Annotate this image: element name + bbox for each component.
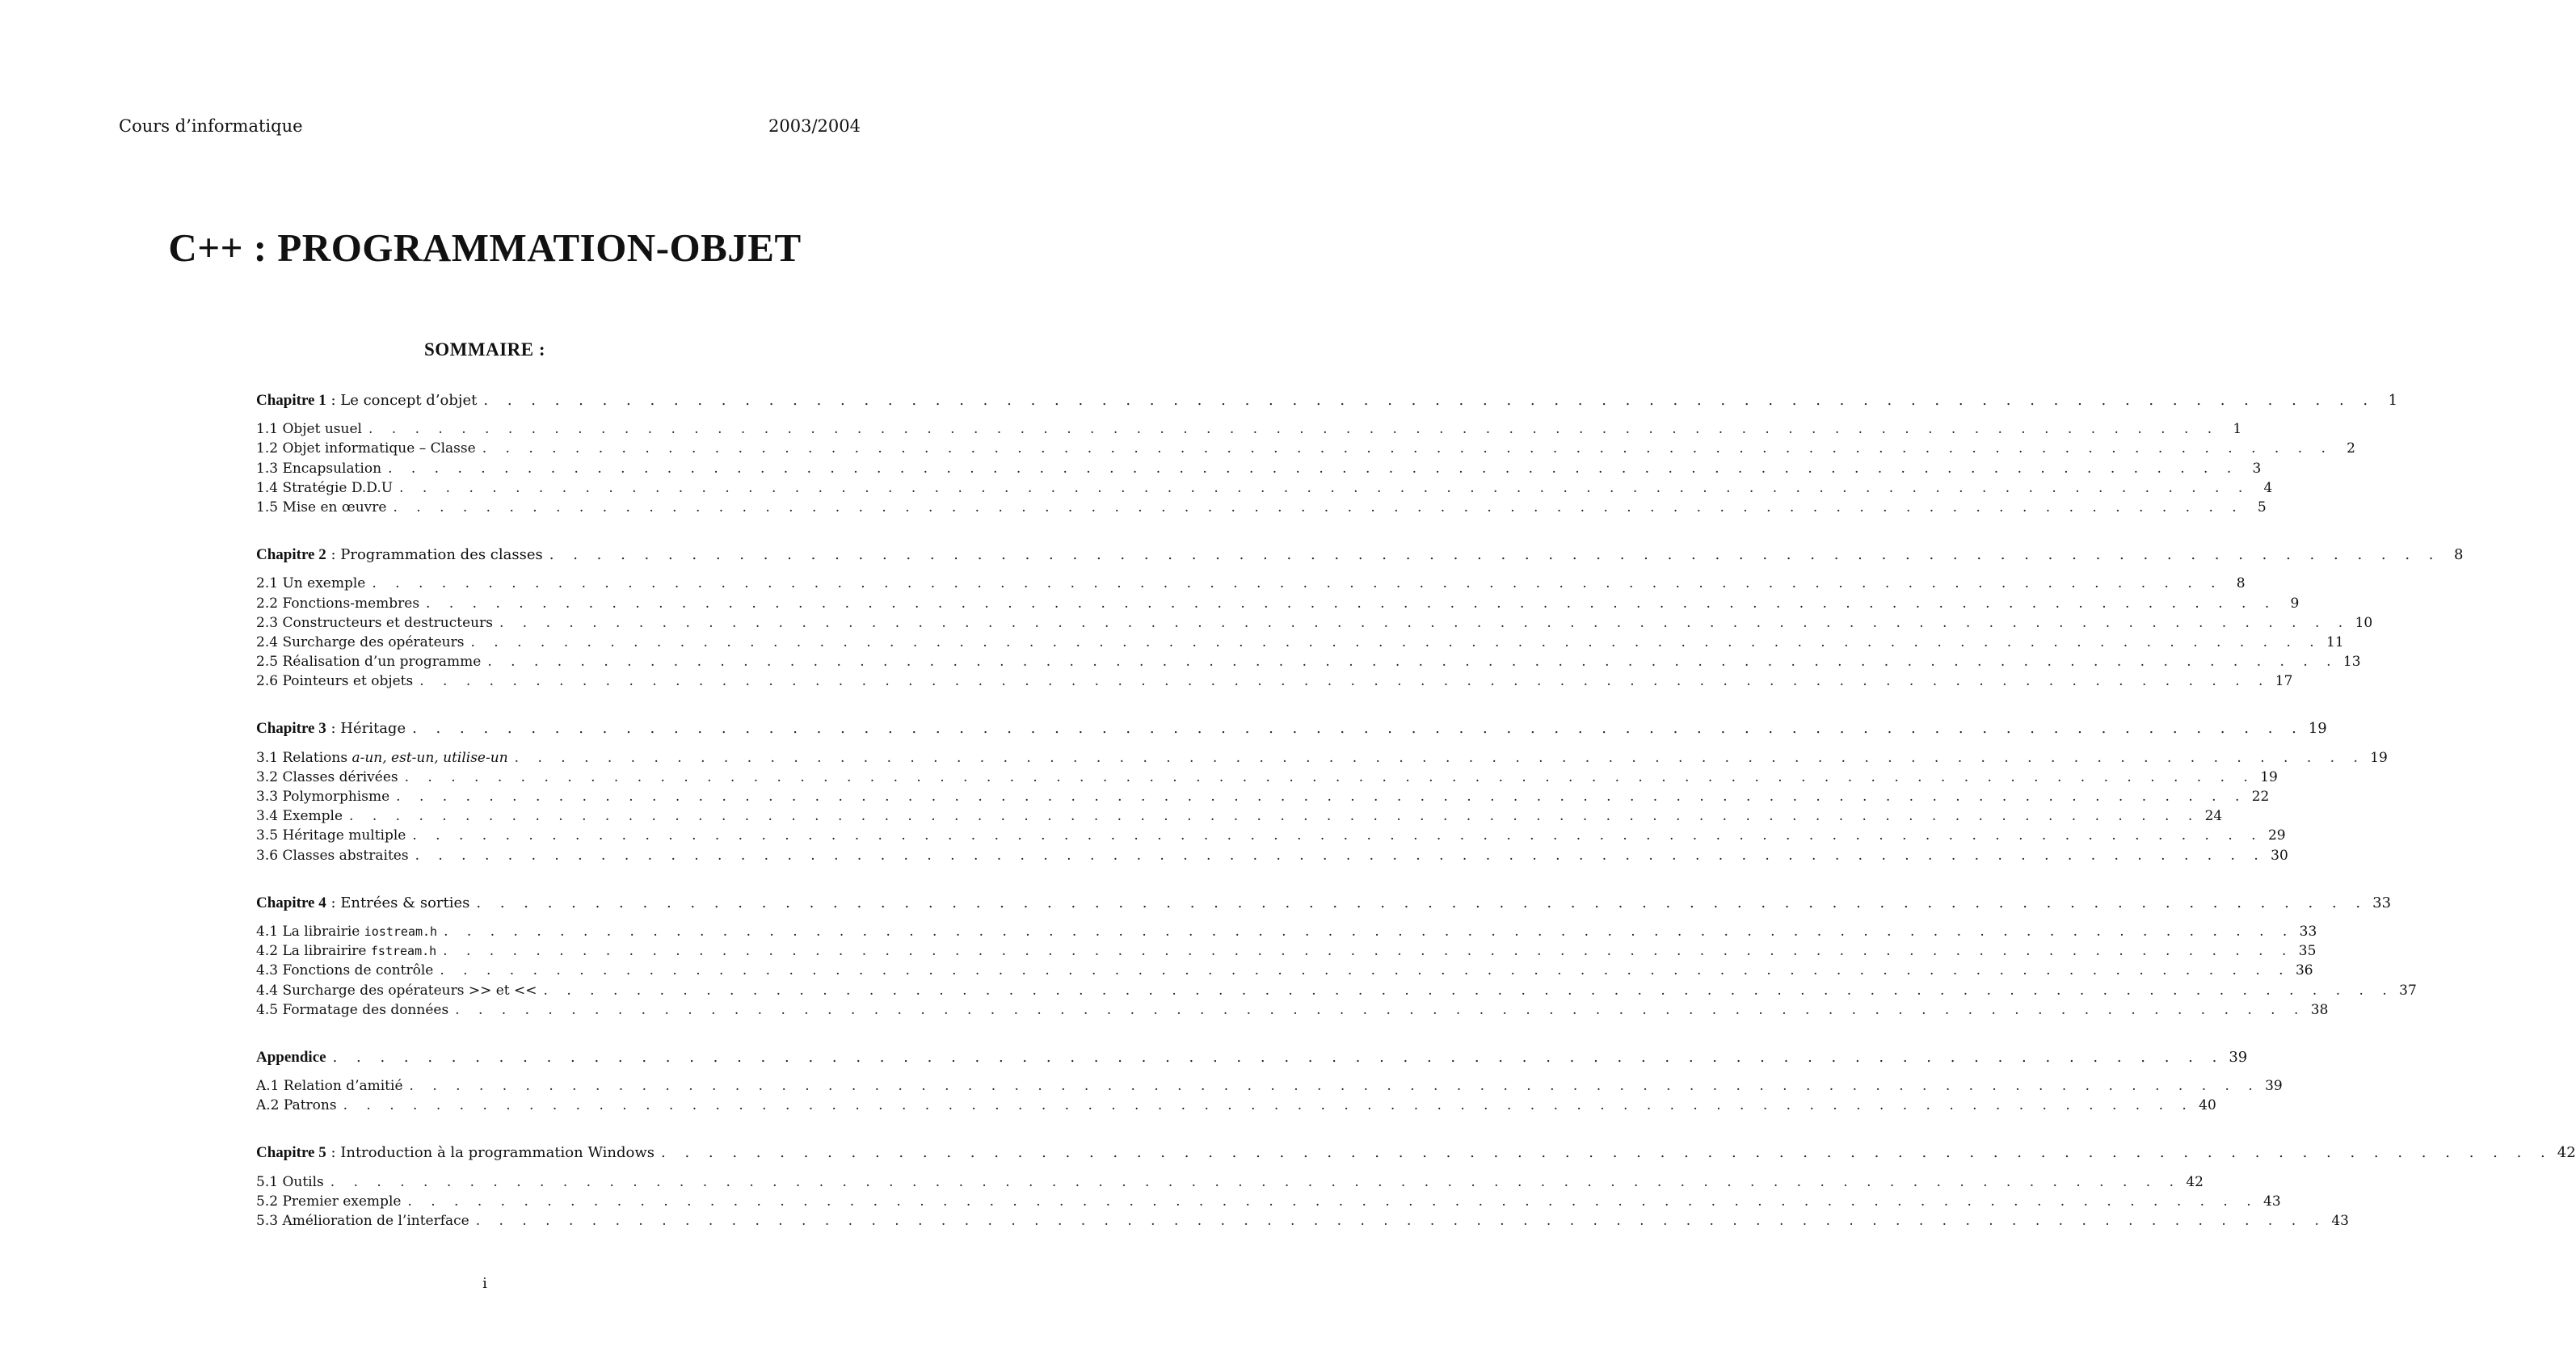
section-number: 1.5 (256, 499, 279, 516)
toc-chapter-entry[interactable] (256, 894, 2392, 913)
section-number: 4.1 (256, 923, 279, 940)
section-entry-text (256, 787, 389, 806)
toc-section-entry[interactable] (256, 1192, 2281, 1211)
chapter-title: Programmation des classes (340, 546, 543, 564)
section-title: La librairire (282, 943, 367, 960)
section-page-number: 9 (2290, 595, 2300, 612)
section-page-number: 33 (2299, 923, 2317, 940)
section-page-number: 2 (2347, 440, 2355, 457)
section-entry-text (256, 1096, 337, 1115)
dot-leader: . . . . . . . . . . . . . . . . . . . . . . . . . . . . . . . . . . . . . . . . . . . . . . . . . . . . . . . . . . . . . . . . . . . . . . . . . . . . . . . . (455, 1001, 2306, 1018)
toc-heading: SOMMAIRE : (423, 339, 546, 360)
toc-chapter-entry[interactable] (256, 1048, 2248, 1067)
course-header: Cours d’informatique (119, 116, 303, 136)
chapter-entry-text: Chapitre 1 : Le concept d’objet (256, 392, 478, 409)
section-page-number: 1 (2233, 421, 2242, 438)
section-number: 4.4 (256, 982, 279, 999)
section-page-number: 8 (2236, 575, 2246, 592)
toc-chapter-section (256, 1143, 2576, 1231)
section-title: Héritage multiple (282, 827, 406, 844)
section-title: Constructeurs et destructeurs (282, 614, 493, 631)
chapter-entry-text: Chapitre 5 : Introduction à la programmation Windows (256, 1144, 655, 1162)
chapter-title: Le concept d’objet (340, 392, 478, 409)
section-number: 5.1 (256, 1173, 279, 1190)
toc-chapter-section (256, 391, 2398, 517)
section-page-number: 19 (2260, 768, 2278, 785)
dot-leader: . . . . . . . . . . . . . . . . . . . . . . . . . . . . . . . . . . . . . . . . . . . . . . . . . . . . . . . . . . . . . . . . . . . . . . . . . . . . . . . . (404, 768, 2255, 785)
section-entry-text (256, 768, 398, 787)
section-page-number: 5 (2257, 499, 2267, 516)
dot-leader: . . . . . . . . . . . . . . . . . . . . . . . . . . . . . . . . . . . . . . . . . . . . . . . . . . . . . . . . . . . . . . . . . . . . . . . . . . . . . . . . (514, 749, 2365, 766)
section-title-code: fstream.h (370, 944, 437, 959)
section-number: 4.3 (256, 962, 279, 979)
section-number: 2.1 (256, 575, 279, 592)
toc-chapter-section (256, 1048, 2283, 1116)
section-title: Relations (282, 749, 348, 766)
section-title: Stratégie D.D.U (282, 479, 394, 496)
section-entry-text (256, 961, 433, 980)
section-number: 1.2 (256, 440, 279, 457)
section-page-number: 35 (2298, 943, 2317, 960)
section-entry-text (256, 806, 343, 826)
dot-leader: . . . . . . . . . . . . . . . . . . . . . . . . . . . . . . . . . . . . . . . . . . . . . . . . . . . . . . . . . . . . . . . . . . . . . . . . . . . . . . . . (419, 673, 2271, 690)
toc-section-entry[interactable] (256, 787, 2270, 806)
toc-section-entry[interactable] (256, 1096, 2216, 1115)
toc-chapter-entry[interactable] (256, 1143, 2576, 1163)
section-number: 3.1 (256, 749, 279, 766)
dot-leader: . . . . . . . . . . . . . . . . . . . . . . . . . . . . . . . . . . . . . . . . . . . . . . . . . . . . . . . . . . . . . . . . . . . . . . . . . . . . . . . . (349, 808, 2200, 825)
section-title: Surcharge des opérateurs (282, 633, 465, 650)
toc-chapter-entry[interactable] (256, 545, 2464, 565)
section-entry-text (256, 594, 419, 613)
section-number: 2.3 (256, 614, 279, 631)
section-number: 2.2 (256, 595, 279, 612)
dot-leader: . . . . . . . . . . . . . . . . . . . . . . . . . . . . . . . . . . . . . . . . . . . . . . . . . . . . . . . . . . . . . . . . . . . . . . . . . . . . . . . . (483, 392, 2376, 409)
section-title: Relation d’amitié (283, 1078, 403, 1095)
dot-leader: . . . . . . . . . . . . . . . . . . . . . . . . . . . . . . . . . . . . . . . . . . . . . . . . . . . . . . . . . . . . . . . . . . . . . . . . . . . . . . . . (393, 499, 2244, 516)
chapter-entry-text: Chapitre 3 : Héritage (256, 720, 406, 738)
dot-leader: . . . . . . . . . . . . . . . . . . . . . . . . . . . . . . . . . . . . . . . . . . . . . . . . . . . . . . . . . . . . . . . . . . . . . . . . . . . . . . . . (372, 575, 2223, 592)
section-title: Exemple (282, 808, 343, 825)
section-entry-text (256, 652, 481, 671)
section-page-number: 42 (2186, 1173, 2203, 1190)
toc-section-entry[interactable] (256, 652, 2361, 671)
section-page-number: 24 (2204, 808, 2223, 825)
chapter-entry-text: Chapitre 4 : Entrées & sorties (256, 894, 470, 911)
section-page-number: 30 (2271, 847, 2288, 864)
section-page-number: 37 (2399, 982, 2417, 999)
toc-section-entry[interactable] (256, 1211, 2349, 1231)
toc-section-entry[interactable] (256, 419, 2242, 439)
dot-leader: . . . . . . . . . . . . . . . . . . . . . . . . . . . . . . . . . . . . . . . . . . . . . . . . . . . . . . . . . . . . . . . . . . . . . . . . . . . . . . . . (470, 633, 2321, 650)
chapter-page-number: 33 (2372, 894, 2392, 911)
section-title: Objet informatique – Classe (282, 440, 476, 457)
toc-section-entry[interactable] (256, 671, 2293, 691)
section-title: Un exemple (282, 575, 366, 592)
section-number: 3.2 (256, 768, 279, 785)
section-title: Formatage des données (282, 1001, 449, 1018)
section-title: Encapsulation (282, 460, 382, 477)
toc-section-entry[interactable] (256, 574, 2246, 593)
toc-section-entry[interactable] (256, 478, 2273, 498)
toc-section-entry[interactable] (256, 768, 2278, 787)
dot-leader: . . . . . . . . . . . . . . . . . . . . . . . . . . . . . . . . . . . . . . . . . . . . . . . . . . . . . . . . . . . . . . . . . . . . . . . . . . . . . . . . (549, 546, 2441, 564)
toc-section-entry[interactable] (256, 941, 2317, 961)
section-number: 1.1 (256, 421, 279, 438)
toc-chapter-section (256, 719, 2388, 865)
section-page-number: 3 (2252, 460, 2262, 477)
section-number: 5.3 (256, 1213, 279, 1229)
section-entry-text (256, 941, 436, 961)
toc-section-entry[interactable] (256, 498, 2267, 517)
section-page-number: 4 (2263, 479, 2273, 496)
section-title: Fonctions de contrôle (282, 962, 434, 979)
section-entry-text (256, 1172, 324, 1192)
toc-chapter-section (256, 894, 2417, 1020)
dot-leader: . . . . . . . . . . . . . . . . . . . . . . . . . . . . . . . . . . . . . . . . . . . . . . . . . . . . . . . . . . . . . . . . . . . . . . . . . . . . . . . . (426, 595, 2277, 612)
chapter-page-number: 19 (2308, 720, 2327, 738)
section-page-number: 19 (2370, 749, 2388, 766)
toc-chapter-entry[interactable] (256, 391, 2398, 410)
chapter-page-number: 1 (2388, 392, 2398, 409)
dot-leader: . . . . . . . . . . . . . . . . . . . . . . . . . . . . . . . . . . . . . . . . . . . . . . . . . . . . . . . . . . . . . . . . . . . . . . . . . . . . . . . . (332, 1048, 2225, 1066)
section-number: A.2 (256, 1097, 280, 1114)
section-entry-text (256, 633, 464, 652)
section-number: 3.6 (256, 847, 279, 864)
section-number: 1.4 (256, 479, 279, 496)
toc-section-entry[interactable] (256, 806, 2223, 826)
section-title-code: iostream.h (364, 924, 438, 939)
section-number: 2.6 (256, 673, 279, 690)
dot-leader: . . . . . . . . . . . . . . . . . . . . . . . . . . . . . . . . . . . . . . . . . . . . . . . . . . . . . . . . . . . . . . . . . . . . . . . . . . . . . . . . (412, 827, 2263, 844)
dot-leader: . . . . . . . . . . . . . . . . . . . . . . . . . . . . . . . . . . . . . . . . . . . . . . . . . . . . . . . . . . . . . . . . . . . . . . . . . . . . . . . . (388, 460, 2239, 477)
dot-leader: . . . . . . . . . . . . . . . . . . . . . . . . . . . . . . . . . . . . . . . . . . . . . . . . . . . . . . . . . . . . . . . . . . . . . . . . . . . . . . . . (476, 894, 2368, 911)
section-entry-text (256, 671, 413, 691)
section-title: La librairie (282, 923, 360, 940)
section-number: 3.5 (256, 827, 279, 844)
section-title: Réalisation d’un programme (282, 654, 482, 671)
dot-leader: . . . . . . . . . . . . . . . . . . . . . . . . . . . . . . . . . . . . . . . . . . . . . . . . . . . . . . . . . . . . . . . . . . . . . . . . . . . . . . . . (415, 847, 2266, 864)
section-entry-text (256, 826, 406, 845)
dot-leader: . . . . . . . . . . . . . . . . . . . . . . . . . . . . . . . . . . . . . . . . . . . . . . . . . . . . . . . . . . . . . . . . . . . . . . . . . . . . . . . . (482, 440, 2333, 457)
toc-section-entry[interactable] (256, 961, 2313, 980)
dot-leader: . . . . . . . . . . . . . . . . . . . . . . . . . . . . . . . . . . . . . . . . . . . . . . . . . . . . . . . . . . . . . . . . . . . . . . . . . . . . . . . . (343, 1097, 2194, 1114)
dot-leader: . . . . . . . . . . . . . . . . . . . . . . . . . . . . . . . . . . . . . . . . . . . . . . . . . . . . . . . . . . . . . . . . . . . . . . . . . . . . . . . . (399, 479, 2250, 496)
dot-leader: . . . . . . . . . . . . . . . . . . . . . . . . . . . . . . . . . . . . . . . . . . . . . . . . . . . . . . . . . . . . . . . . . . . . . . . . . . . . . . . . (499, 614, 2351, 631)
toc-section-entry[interactable] (256, 439, 2355, 458)
section-title: Fonctions-membres (282, 595, 420, 612)
table-of-contents (256, 391, 2576, 1259)
toc-section-entry[interactable] (256, 633, 2344, 652)
chapter-label: Chapitre 2 (256, 546, 326, 564)
section-entry-text (256, 613, 493, 633)
chapter-page-number: 39 (2229, 1048, 2248, 1066)
chapter-page-number: 42 (2557, 1144, 2576, 1162)
section-number: 2.4 (256, 633, 279, 650)
section-title: Outils (282, 1173, 324, 1190)
section-title: Pointeurs et objets (282, 673, 414, 690)
section-number: 2.5 (256, 654, 279, 671)
dot-leader: . . . . . . . . . . . . . . . . . . . . . . . . . . . . . . . . . . . . . . . . . . . . . . . . . . . . . . . . . . . . . . . . . . . . . . . . . . . . . . . . (409, 1078, 2260, 1095)
chapter-label: Chapitre 1 (256, 392, 326, 409)
toc-section-entry[interactable] (256, 846, 2288, 865)
section-title: Amélioration de l’interface (282, 1213, 469, 1229)
dot-leader: . . . . . . . . . . . . . . . . . . . . . . . . . . . . . . . . . . . . . . . . . . . . . . . . . . . . . . . . . . . . . . . . . . . . . . . . . . . . . . . . (440, 962, 2291, 979)
section-entry-text (256, 498, 386, 517)
chapter-label: Chapitre 5 (256, 1144, 326, 1162)
section-entry-text (256, 922, 437, 941)
dot-leader: . . . . . . . . . . . . . . . . . . . . . . . . . . . . . . . . . . . . . . . . . . . . . . . . . . . . . . . . . . . . . . . . . . . . . . . . . . . . . . . . (412, 720, 2304, 738)
section-page-number: 43 (2331, 1213, 2349, 1229)
toc-section-entry[interactable] (256, 981, 2417, 1000)
section-title: Premier exemple (282, 1193, 402, 1210)
chapter-page-number: 8 (2454, 546, 2464, 564)
section-entry-text (256, 574, 365, 593)
dot-leader: . . . . . . . . . . . . . . . . . . . . . . . . . . . . . . . . . . . . . . . . . . . . . . . . . . . . . . . . . . . . . . . . . . . . . . . . . . . . . . . . (330, 1173, 2181, 1190)
section-entry-text (256, 439, 476, 458)
dot-leader: . . . . . . . . . . . . . . . . . . . . . . . . . . . . . . . . . . . . . . . . . . . . . . . . . . . . . . . . . . . . . . . . . . . . . . . . . . . . . . . . (444, 923, 2295, 940)
toc-section-entry[interactable] (256, 1172, 2203, 1192)
section-title: Surcharge des opérateurs >> et << (282, 982, 537, 999)
section-title: Polymorphisme (282, 789, 390, 805)
section-title-italic: a-un, est-un, utilise-un (351, 749, 508, 766)
dot-leader: . . . . . . . . . . . . . . . . . . . . . . . . . . . . . . . . . . . . . . . . . . . . . . . . . . . . . . . . . . . . . . . . . . . . . . . . . . . . . . . . (543, 982, 2394, 999)
section-entry-text (256, 981, 537, 1000)
chapter-label: Appendice (256, 1048, 326, 1066)
year-header: 2003/2004 (768, 116, 861, 136)
section-entry-text (256, 1076, 403, 1096)
toc-section-entry[interactable] (256, 459, 2262, 478)
toc-section-entry[interactable] (256, 922, 2317, 941)
dot-leader: . . . . . . . . . . . . . . . . . . . . . . . . . . . . . . . . . . . . . . . . . . . . . . . . . . . . . . . . . . . . . . . . . . . . . . . . . . . . . . . . (661, 1144, 2553, 1162)
page-number: i (482, 1275, 487, 1292)
chapter-title: Introduction à la programmation Windows (340, 1144, 655, 1162)
section-page-number: 13 (2342, 654, 2361, 671)
section-number: 3.4 (256, 808, 279, 825)
section-number: 4.2 (256, 943, 279, 960)
chapter-entry-text (256, 1048, 326, 1067)
section-title: Patrons (283, 1097, 337, 1114)
chapter-entry-text: Chapitre 2 : Programmation des classes (256, 546, 543, 564)
section-entry-text (256, 478, 393, 498)
section-page-number: 36 (2295, 962, 2313, 979)
dot-leader: . . . . . . . . . . . . . . . . . . . . . . . . . . . . . . . . . . . . . . . . . . . . . . . . . . . . . . . . . . . . . . . . . . . . . . . . . . . . . . . . (396, 789, 2247, 805)
section-title: Mise en œuvre (282, 499, 387, 516)
section-page-number: 40 (2199, 1097, 2216, 1114)
section-entry-text (256, 1000, 448, 1020)
chapter-label: Chapitre 3 (256, 720, 326, 738)
section-page-number: 11 (2326, 633, 2344, 650)
toc-section-entry[interactable] (256, 1076, 2283, 1096)
section-entry-text (256, 1192, 401, 1211)
toc-chapter-section (256, 545, 2464, 691)
section-entry-text (256, 459, 381, 478)
dot-leader: . . . . . . . . . . . . . . . . . . . . . . . . . . . . . . . . . . . . . . . . . . . . . . . . . . . . . . . . . . . . . . . . . . . . . . . . . . . . . . . . (368, 421, 2220, 438)
document-title: C++ : PROGRAMMATION-OBJET (168, 225, 802, 270)
section-page-number: 17 (2275, 673, 2293, 690)
section-entry-text (256, 1211, 469, 1231)
section-number: 4.5 (256, 1001, 279, 1018)
toc-chapter-entry[interactable] (256, 719, 2327, 739)
section-number: 5.2 (256, 1193, 279, 1210)
toc-section-entry[interactable] (256, 613, 2373, 633)
section-title: Classes dérivées (282, 768, 398, 785)
section-entry-text (256, 748, 508, 768)
chapter-title: Héritage (340, 720, 406, 738)
section-number: A.1 (256, 1078, 280, 1095)
section-title: Objet usuel (282, 421, 362, 438)
section-entry-text (256, 846, 409, 865)
toc-section-entry[interactable] (256, 594, 2300, 613)
dot-leader: . . . . . . . . . . . . . . . . . . . . . . . . . . . . . . . . . . . . . . . . . . . . . . . . . . . . . . . . . . . . . . . . . . . . . . . . . . . . . . . . (487, 654, 2338, 671)
section-page-number: 10 (2355, 614, 2373, 631)
toc-section-entry[interactable] (256, 1000, 2329, 1020)
section-page-number: 38 (2310, 1001, 2329, 1018)
section-page-number: 39 (2265, 1078, 2283, 1095)
section-entry-text (256, 419, 362, 439)
dot-leader: . . . . . . . . . . . . . . . . . . . . . . . . . . . . . . . . . . . . . . . . . . . . . . . . . . . . . . . . . . . . . . . . . . . . . . . . . . . . . . . . (443, 943, 2294, 960)
section-number: 3.3 (256, 789, 279, 805)
toc-section-entry[interactable] (256, 826, 2286, 845)
dot-leader: . . . . . . . . . . . . . . . . . . . . . . . . . . . . . . . . . . . . . . . . . . . . . . . . . . . . . . . . . . . . . . . . . . . . . . . . . . . . . . . . (407, 1193, 2258, 1210)
section-page-number: 22 (2251, 789, 2270, 805)
section-page-number: 43 (2263, 1193, 2281, 1210)
dot-leader: . . . . . . . . . . . . . . . . . . . . . . . . . . . . . . . . . . . . . . . . . . . . . . . . . . . . . . . . . . . . . . . . . . . . . . . . . . . . . . . . (475, 1213, 2326, 1229)
toc-section-entry[interactable] (256, 748, 2388, 768)
chapter-title: Entrées & sorties (340, 894, 470, 911)
section-page-number: 29 (2267, 827, 2286, 844)
section-number: 1.3 (256, 460, 279, 477)
section-title: Classes abstraites (282, 847, 409, 864)
chapter-label: Chapitre 4 (256, 894, 326, 911)
